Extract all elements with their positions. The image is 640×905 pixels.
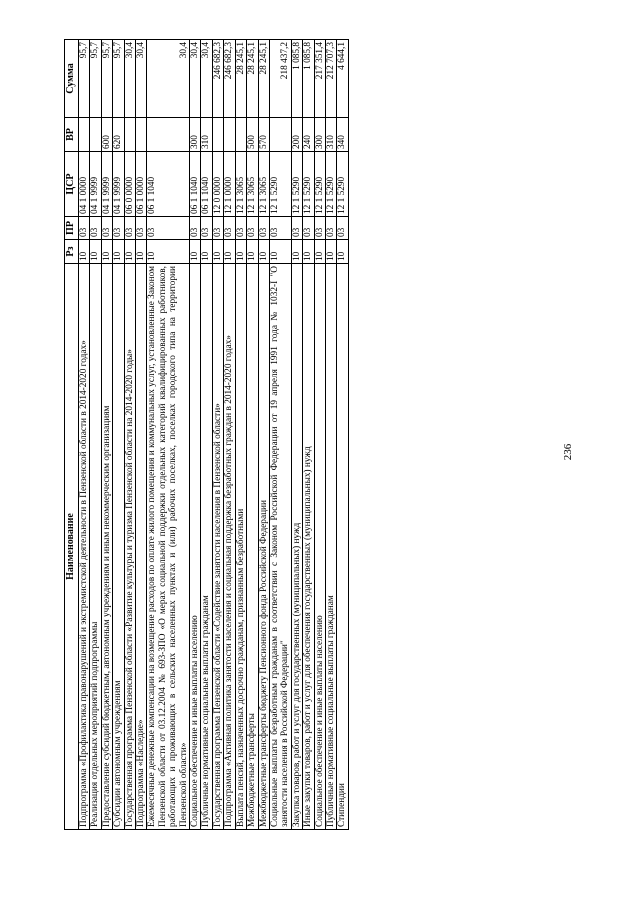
table-row: [147, 40, 190, 830]
header-vr: ВР: [65, 118, 79, 152]
row-rz: 10: [303, 240, 314, 264]
row-sum: 95,7: [79, 40, 90, 118]
table-row: [314, 40, 325, 830]
table-row: [113, 40, 124, 830]
row-name: Ежемесячные денежные компенсации на возмещение расходов по оплате жилого помещения и коммунальных услуг, установленные Законом Пензенской области от 03.12.2004 № 693-ЗПО «О мерах социальной поддержки отдельных категорий квалифицированных работников, работающих и проживающих в сельских населенных пунктах и (или) рабочих поселках, поселках городского типа на территории Пензенской области»: [147, 264, 190, 830]
row-pr: 03: [113, 217, 124, 240]
row-name: Социальное обеспечение и иные выплаты населению: [314, 264, 325, 830]
row-sum: 28 245,1: [258, 40, 269, 118]
row-csr: 04 1 9999: [101, 152, 112, 217]
row-sum: 4 644,1: [337, 40, 348, 118]
row-sum: 30,4: [124, 40, 135, 118]
row-pr: 03: [235, 217, 246, 240]
header-name: Наименование: [65, 264, 79, 830]
row-csr: 06 1 1040: [190, 152, 201, 217]
row-rz: 10: [79, 240, 90, 264]
row-vr: [269, 118, 291, 152]
row-vr: [224, 118, 235, 152]
page-number: 236: [562, 443, 574, 461]
table-row: [136, 40, 147, 830]
row-pr: 03: [101, 217, 112, 240]
row-pr: 03: [79, 217, 90, 240]
table-row: [212, 40, 223, 830]
row-sum: 1 085,8: [303, 40, 314, 118]
row-name: Социальное обеспечение и иные выплаты населению: [190, 264, 201, 830]
row-pr: 03: [212, 217, 223, 240]
row-csr: 06 1 1040: [147, 152, 190, 217]
row-rz: 10: [101, 240, 112, 264]
row-pr: 03: [269, 217, 291, 240]
row-name: Социальные выплаты безработным гражданам в соответствии с Законом Российской Федерации от 19 апреля 1991 года № 1032-I "О занятости населения в Российской Федерации": [269, 264, 291, 830]
row-pr: 03: [90, 217, 101, 240]
row-pr: 03: [325, 217, 336, 240]
row-csr: 12 0 0000: [212, 152, 223, 217]
table-row: [325, 40, 336, 830]
budget-table: [64, 39, 349, 830]
row-vr: 600: [101, 118, 112, 152]
row-csr: 12 1 5290: [314, 152, 325, 217]
row-pr: 03: [314, 217, 325, 240]
row-pr: 03: [147, 217, 190, 240]
table-row: [90, 40, 101, 830]
row-rz: 10: [201, 240, 212, 264]
row-sum: 28 245,1: [247, 40, 258, 118]
row-name: Подпрограмма «Профилактика правонарушений и экстремистской деятельности в Пензенской области в 2014-2020 годах»: [79, 264, 90, 830]
header-sum: Сумма: [65, 40, 79, 118]
row-sum: 30,4: [201, 40, 212, 118]
row-vr: [124, 118, 135, 152]
table-row: [190, 40, 201, 830]
row-vr: 310: [201, 118, 212, 152]
row-sum: 28 245,1: [235, 40, 246, 118]
row-sum: 30,4: [136, 40, 147, 118]
row-rz: 10: [190, 240, 201, 264]
row-name: Закупка товаров, работ и услуг для государственных (муниципальных) нужд: [291, 264, 302, 830]
row-name: Выплата пенсий, назначенных досрочно гражданам, признанным безработными: [235, 264, 246, 830]
row-vr: 300: [190, 118, 201, 152]
header-csr: ЦСР: [65, 152, 79, 217]
table-row: [101, 40, 112, 830]
row-sum: 246 682,3: [212, 40, 223, 118]
table-row: [79, 40, 90, 830]
row-vr: [212, 118, 223, 152]
row-sum: 1 085,8: [291, 40, 302, 118]
row-rz: 10: [113, 240, 124, 264]
row-sum: 246 682,3: [224, 40, 235, 118]
row-name: Государственная программа Пензенской области «Содействие занятости населения в Пензенской области»: [212, 264, 223, 830]
table-header-row: [65, 40, 79, 830]
table-row: [269, 40, 291, 830]
row-vr: 500: [247, 118, 258, 152]
row-pr: 03: [291, 217, 302, 240]
row-sum: 217 351,4: [314, 40, 325, 118]
row-name: Подпрограмма «Активная политика занятости населения и социальная поддержка безработных граждан в 2014-2020 годах»: [224, 264, 235, 830]
table-row: [303, 40, 314, 830]
table-row: [337, 40, 348, 830]
row-rz: 10: [269, 240, 291, 264]
row-csr: 06 0 0000: [124, 152, 135, 217]
row-csr: 12 1 5290: [325, 152, 336, 217]
table-row: [291, 40, 302, 830]
table-body: [79, 40, 349, 830]
row-rz: 10: [258, 240, 269, 264]
row-rz: 10: [90, 240, 101, 264]
row-vr: 300: [314, 118, 325, 152]
row-csr: 04 1 9999: [113, 152, 124, 217]
row-pr: 03: [247, 217, 258, 240]
row-rz: 10: [224, 240, 235, 264]
row-vr: 570: [258, 118, 269, 152]
row-pr: 03: [190, 217, 201, 240]
row-csr: 12 1 5290: [303, 152, 314, 217]
row-rz: 10: [136, 240, 147, 264]
row-name: Предоставление субсидий бюджетным, автономным учреждениям и иным некоммерческим организациям: [101, 264, 112, 830]
row-rz: 10: [325, 240, 336, 264]
row-rz: 10: [124, 240, 135, 264]
row-csr: 12 1 5290: [291, 152, 302, 217]
row-csr: 12 1 3065: [258, 152, 269, 217]
row-csr: 06 1 0000: [136, 152, 147, 217]
row-sum: 218 437,2: [269, 40, 291, 118]
table-row: [224, 40, 235, 830]
row-csr: 12 1 3065: [235, 152, 246, 217]
row-csr: 04 1 9999: [90, 152, 101, 217]
row-vr: [90, 118, 101, 152]
row-name: Реализация отдельных мероприятий подпрограммы: [90, 264, 101, 830]
row-csr: 12 1 3065: [247, 152, 258, 217]
row-sum: 212 707,3: [325, 40, 336, 118]
row-pr: 03: [124, 217, 135, 240]
row-sum: 30,4: [147, 40, 190, 118]
row-rz: 10: [235, 240, 246, 264]
row-rz: 10: [337, 240, 348, 264]
row-pr: 03: [303, 217, 314, 240]
row-rz: 10: [147, 240, 190, 264]
row-csr: 12 1 5290: [337, 152, 348, 217]
row-name: Субсидии автономным учреждениям: [113, 264, 124, 830]
row-name: Государственная программа Пензенской области «Развитие культуры и туризма Пензенской области на 2014-2020 годы»: [124, 264, 135, 830]
row-csr: 12 1 5290: [269, 152, 291, 217]
row-rz: 10: [291, 240, 302, 264]
row-vr: 340: [337, 118, 348, 152]
row-csr: 04 1 0000: [79, 152, 90, 217]
table-row: [124, 40, 135, 830]
row-rz: 10: [314, 240, 325, 264]
table-row: [201, 40, 212, 830]
row-name: Стипендии: [337, 264, 348, 830]
row-vr: [147, 118, 190, 152]
row-sum: 95,7: [113, 40, 124, 118]
row-vr: 240: [303, 118, 314, 152]
row-pr: 03: [258, 217, 269, 240]
row-rz: 10: [247, 240, 258, 264]
row-sum: 95,7: [101, 40, 112, 118]
header-rz: Рз: [65, 240, 79, 264]
row-name: Межбюджетные трансферты: [247, 264, 258, 830]
rotated-page: [64, 40, 544, 830]
row-csr: 06 1 1040: [201, 152, 212, 217]
row-vr: 200: [291, 118, 302, 152]
row-vr: [235, 118, 246, 152]
row-name: Подпрограмма «Наследие»: [136, 264, 147, 830]
row-name: Иные закупки товаров, работ и услуг для обеспечения государственных (муниципальных) нужд: [303, 264, 314, 830]
row-pr: 03: [337, 217, 348, 240]
row-name: Публичные нормативные социальные выплаты гражданам: [201, 264, 212, 830]
table-row: [235, 40, 246, 830]
row-sum: 30,4: [190, 40, 201, 118]
header-pr: ПР: [65, 217, 79, 240]
row-name: Публичные нормативные социальные выплаты гражданам: [325, 264, 336, 830]
row-pr: 03: [224, 217, 235, 240]
row-pr: 03: [201, 217, 212, 240]
row-vr: 620: [113, 118, 124, 152]
table-row: [247, 40, 258, 830]
table-row: [258, 40, 269, 830]
row-sum: 95,7: [90, 40, 101, 118]
row-csr: 12 1 0000: [224, 152, 235, 217]
row-vr: [79, 118, 90, 152]
row-vr: [136, 118, 147, 152]
row-vr: 310: [325, 118, 336, 152]
row-pr: 03: [136, 217, 147, 240]
row-name: Межбюджетные трансферты бюджету Пенсионного фонда Российской Федерации: [258, 264, 269, 830]
row-rz: 10: [212, 240, 223, 264]
